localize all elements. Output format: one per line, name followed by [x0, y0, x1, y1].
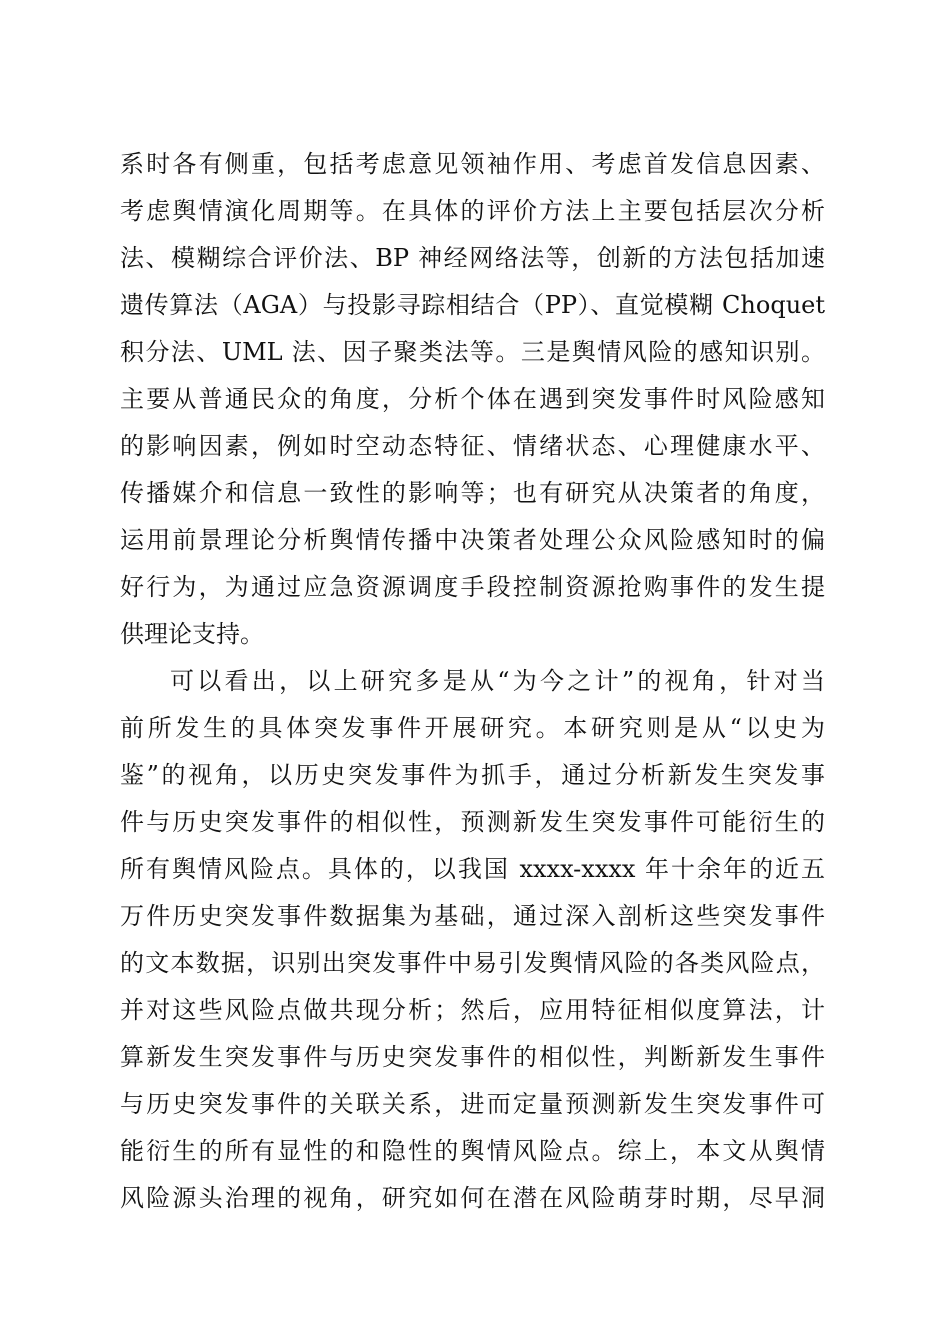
text-line: 前所发生的具体突发事件开展研究。本研究则是从“以史为: [120, 714, 825, 742]
text-line: 主要从普通民众的角度，分析个体在遇到突发事件时风险感知: [120, 385, 825, 413]
text-line: 万件历史突发事件数据集为基础，通过深入剖析这些突发事件: [120, 902, 825, 930]
text-line: 传播媒介和信息一致性的影响等；也有研究从决策者的角度，: [120, 479, 825, 507]
text-line: 考虑舆情演化周期等。在具体的评价方法上主要包括层次分析: [120, 197, 825, 225]
text-line: 并对这些风险点做共现分析；然后，应用特征相似度算法，计: [120, 996, 825, 1024]
text-line: 运用前景理论分析舆情传播中决策者处理公众风险感知时的偏: [120, 526, 825, 554]
text-line: 供理论支持。: [120, 620, 264, 648]
text-line: 算新发生突发事件与历史突发事件的相似性，判断新发生事件: [120, 1043, 825, 1071]
text-line: 好行为，为通过应急资源调度手段控制资源抢购事件的发生提: [120, 573, 825, 601]
text-line: 的文本数据，识别出突发事件中易引发舆情风险的各类风险点，: [120, 949, 825, 977]
text-line: 与历史突发事件的关联关系，进而定量预测新发生突发事件可: [120, 1090, 825, 1118]
text-line: 可以看出，以上研究多是从“为今之计”的视角，针对当: [170, 667, 825, 695]
text-line: 能衍生的所有显性的和隐性的舆情风险点。综上，本文从舆情: [120, 1137, 825, 1165]
text-line: 的影响因素，例如时空动态特征、情绪状态、心理健康水平、: [120, 432, 825, 460]
text-line: 法、模糊综合评价法、BP 神经网络法等，创新的方法包括加速: [120, 244, 825, 272]
text-line: 件与历史突发事件的相似性，预测新发生突发事件可能衍生的: [120, 808, 825, 836]
text-line: 遗传算法（AGA）与投影寻踪相结合（PP）、直觉模糊 Choquet: [120, 291, 825, 319]
text-line: 系时各有侧重，包括考虑意见领袖作用、考虑首发信息因素、: [120, 150, 825, 178]
text-line: 鉴”的视角，以历史突发事件为抓手，通过分析新发生突发事: [120, 761, 825, 789]
text-line: 所有舆情风险点。具体的，以我国 xxxx-xxxx 年十余年的近五: [120, 855, 825, 883]
text-line: 积分法、UML 法、因子聚类法等。三是舆情风险的感知识别。: [120, 338, 825, 366]
text-line: 风险源头治理的视角，研究如何在潜在风险萌芽时期，尽早洞: [120, 1184, 825, 1212]
